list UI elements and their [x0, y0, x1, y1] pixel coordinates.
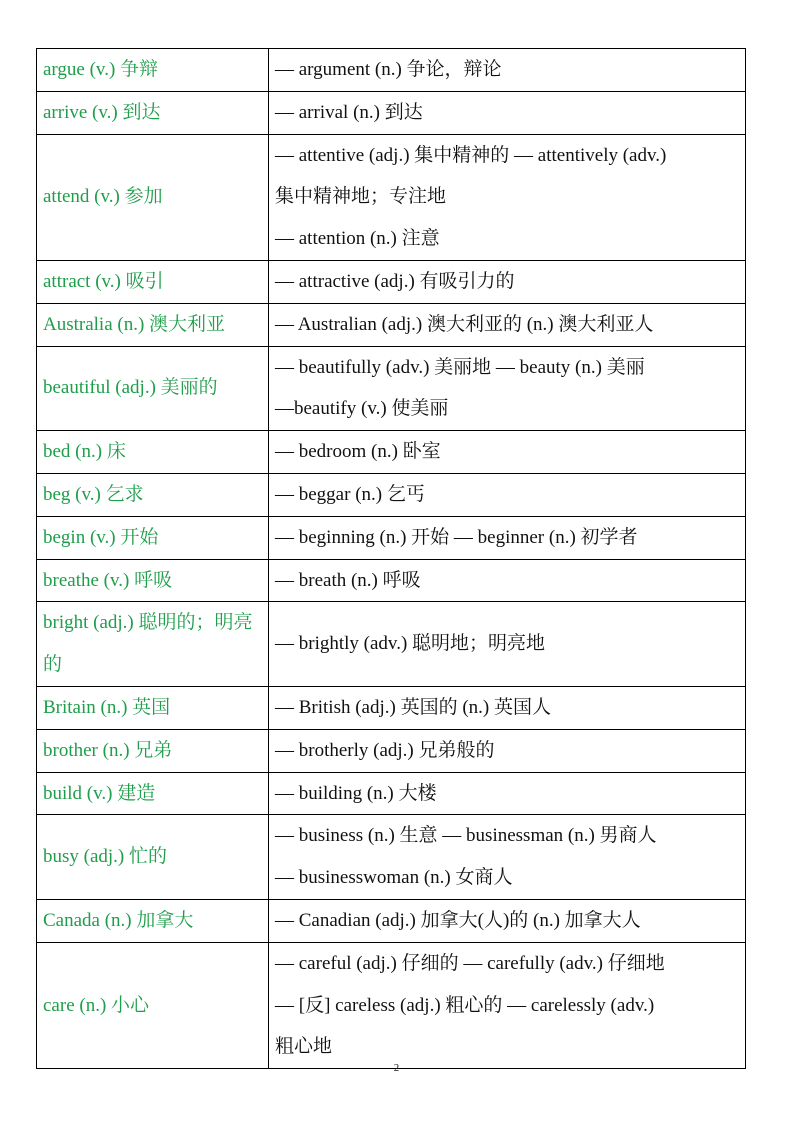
derived-form-line: — arrival (n.) 到达: [275, 101, 423, 123]
derived-form-line: — attractive (adj.) 有吸引力的: [275, 270, 515, 292]
derived-form-line: — beggar (n.) 乞丐: [275, 483, 425, 505]
table-row: [37, 49, 746, 92]
headword-cell: bright (adj.) 聪明的；明亮的: [37, 602, 269, 687]
derived-forms-cell: [269, 942, 746, 1068]
headword-cell: care (n.) 小心: [37, 942, 269, 1068]
derived-forms-cell: [269, 772, 746, 815]
headword-cell: attract (v.) 吸引: [37, 260, 269, 303]
table-row: [37, 260, 746, 303]
headword-cell: beautiful (adj.) 美丽的: [37, 346, 269, 431]
derived-forms-cell: [269, 303, 746, 346]
headword-cell: bed (n.) 床: [37, 431, 269, 474]
derived-form-line: 粗心地: [275, 1036, 333, 1058]
table-row: [37, 473, 746, 516]
table-row: [37, 516, 746, 559]
derived-form-line: — [反] careless (adj.) 粗心的 — carelessly (adv.): [275, 994, 655, 1016]
derived-forms-cell: [269, 346, 746, 431]
table-row: [37, 346, 746, 431]
vocabulary-table: [36, 48, 746, 1069]
derived-forms-cell: [269, 49, 746, 92]
derived-form-line: — building (n.) 大楼: [275, 782, 437, 804]
derived-form-line: — beginning (n.) 开始 — beginner (n.) 初学者: [275, 526, 638, 548]
headword-cell: Britain (n.) 英国: [37, 686, 269, 729]
headword-cell: arrive (v.) 到达: [37, 91, 269, 134]
derived-forms-cell: [269, 602, 746, 687]
derived-forms-cell: [269, 431, 746, 474]
derived-forms-cell: [269, 516, 746, 559]
derived-form-line: — bedroom (n.) 卧室: [275, 441, 441, 463]
table-row: [37, 134, 746, 260]
headword-cell: Australia (n.) 澳大利亚: [37, 303, 269, 346]
derived-forms-cell: [269, 134, 746, 260]
headword-cell: attend (v.) 参加: [37, 134, 269, 260]
derived-form-line: — Canadian (adj.) 加拿大(人)的 (n.) 加拿大人: [275, 909, 641, 931]
table-row: [37, 431, 746, 474]
headword-cell: argue (v.) 争辩: [37, 49, 269, 92]
derived-form-line: — argument (n.) 争论，辩论: [275, 59, 502, 80]
derived-form-line: — British (adj.) 英国的 (n.) 英国人: [275, 696, 552, 718]
headword-cell: Canada (n.) 加拿大: [37, 899, 269, 942]
derived-forms-cell: [269, 91, 746, 134]
derived-form-line: — careful (adj.) 仔细的 — carefully (adv.) 仔细地: [275, 952, 665, 974]
derived-form-line: 集中精神地；专注地: [275, 186, 447, 208]
table-row: [37, 686, 746, 729]
derived-form-line: — businesswoman (n.) 女商人: [275, 867, 513, 889]
derived-form-line: — Australian (adj.) 澳大利亚的 (n.) 澳大利亚人: [275, 313, 654, 335]
derived-form-line: — business (n.) 生意 — businessman (n.) 男商人: [275, 825, 657, 847]
page-number: 2: [393, 1062, 400, 1074]
headword-cell: brother (n.) 兄弟: [37, 729, 269, 772]
derived-forms-cell: [269, 729, 746, 772]
derived-form-line: — brightly (adv.) 聪明地；明亮地: [275, 633, 546, 655]
table-row: [37, 772, 746, 815]
headword-cell: begin (v.) 开始: [37, 516, 269, 559]
table-row: [37, 899, 746, 942]
derived-forms-cell: [269, 473, 746, 516]
headword-cell: beg (v.) 乞求: [37, 473, 269, 516]
table-row: [37, 815, 746, 900]
headword-cell: busy (adj.) 忙的: [37, 815, 269, 900]
headword-cell: breathe (v.) 呼吸: [37, 559, 269, 602]
table-row: [37, 559, 746, 602]
derived-forms-cell: [269, 260, 746, 303]
table-row: [37, 942, 746, 1068]
table-row: [37, 602, 746, 687]
table-row: [37, 91, 746, 134]
derived-form-line: — breath (n.) 呼吸: [275, 569, 421, 591]
derived-form-line: — attentive (adj.) 集中精神的 — attentively (adv.): [275, 144, 667, 166]
derived-form-line: — attention (n.) 注意: [275, 228, 440, 250]
derived-form-line: — beautifully (adv.) 美丽地 — beauty (n.) 美丽: [275, 356, 645, 378]
derived-form-line: —beautify (v.) 使美丽: [275, 398, 449, 420]
derived-forms-cell: [269, 686, 746, 729]
derived-forms-cell: [269, 899, 746, 942]
derived-forms-cell: [269, 559, 746, 602]
table-row: [37, 303, 746, 346]
derived-forms-cell: [269, 815, 746, 900]
table-row: [37, 729, 746, 772]
derived-form-line: — brotherly (adj.) 兄弟般的: [275, 739, 495, 761]
headword-cell: build (v.) 建造: [37, 772, 269, 815]
